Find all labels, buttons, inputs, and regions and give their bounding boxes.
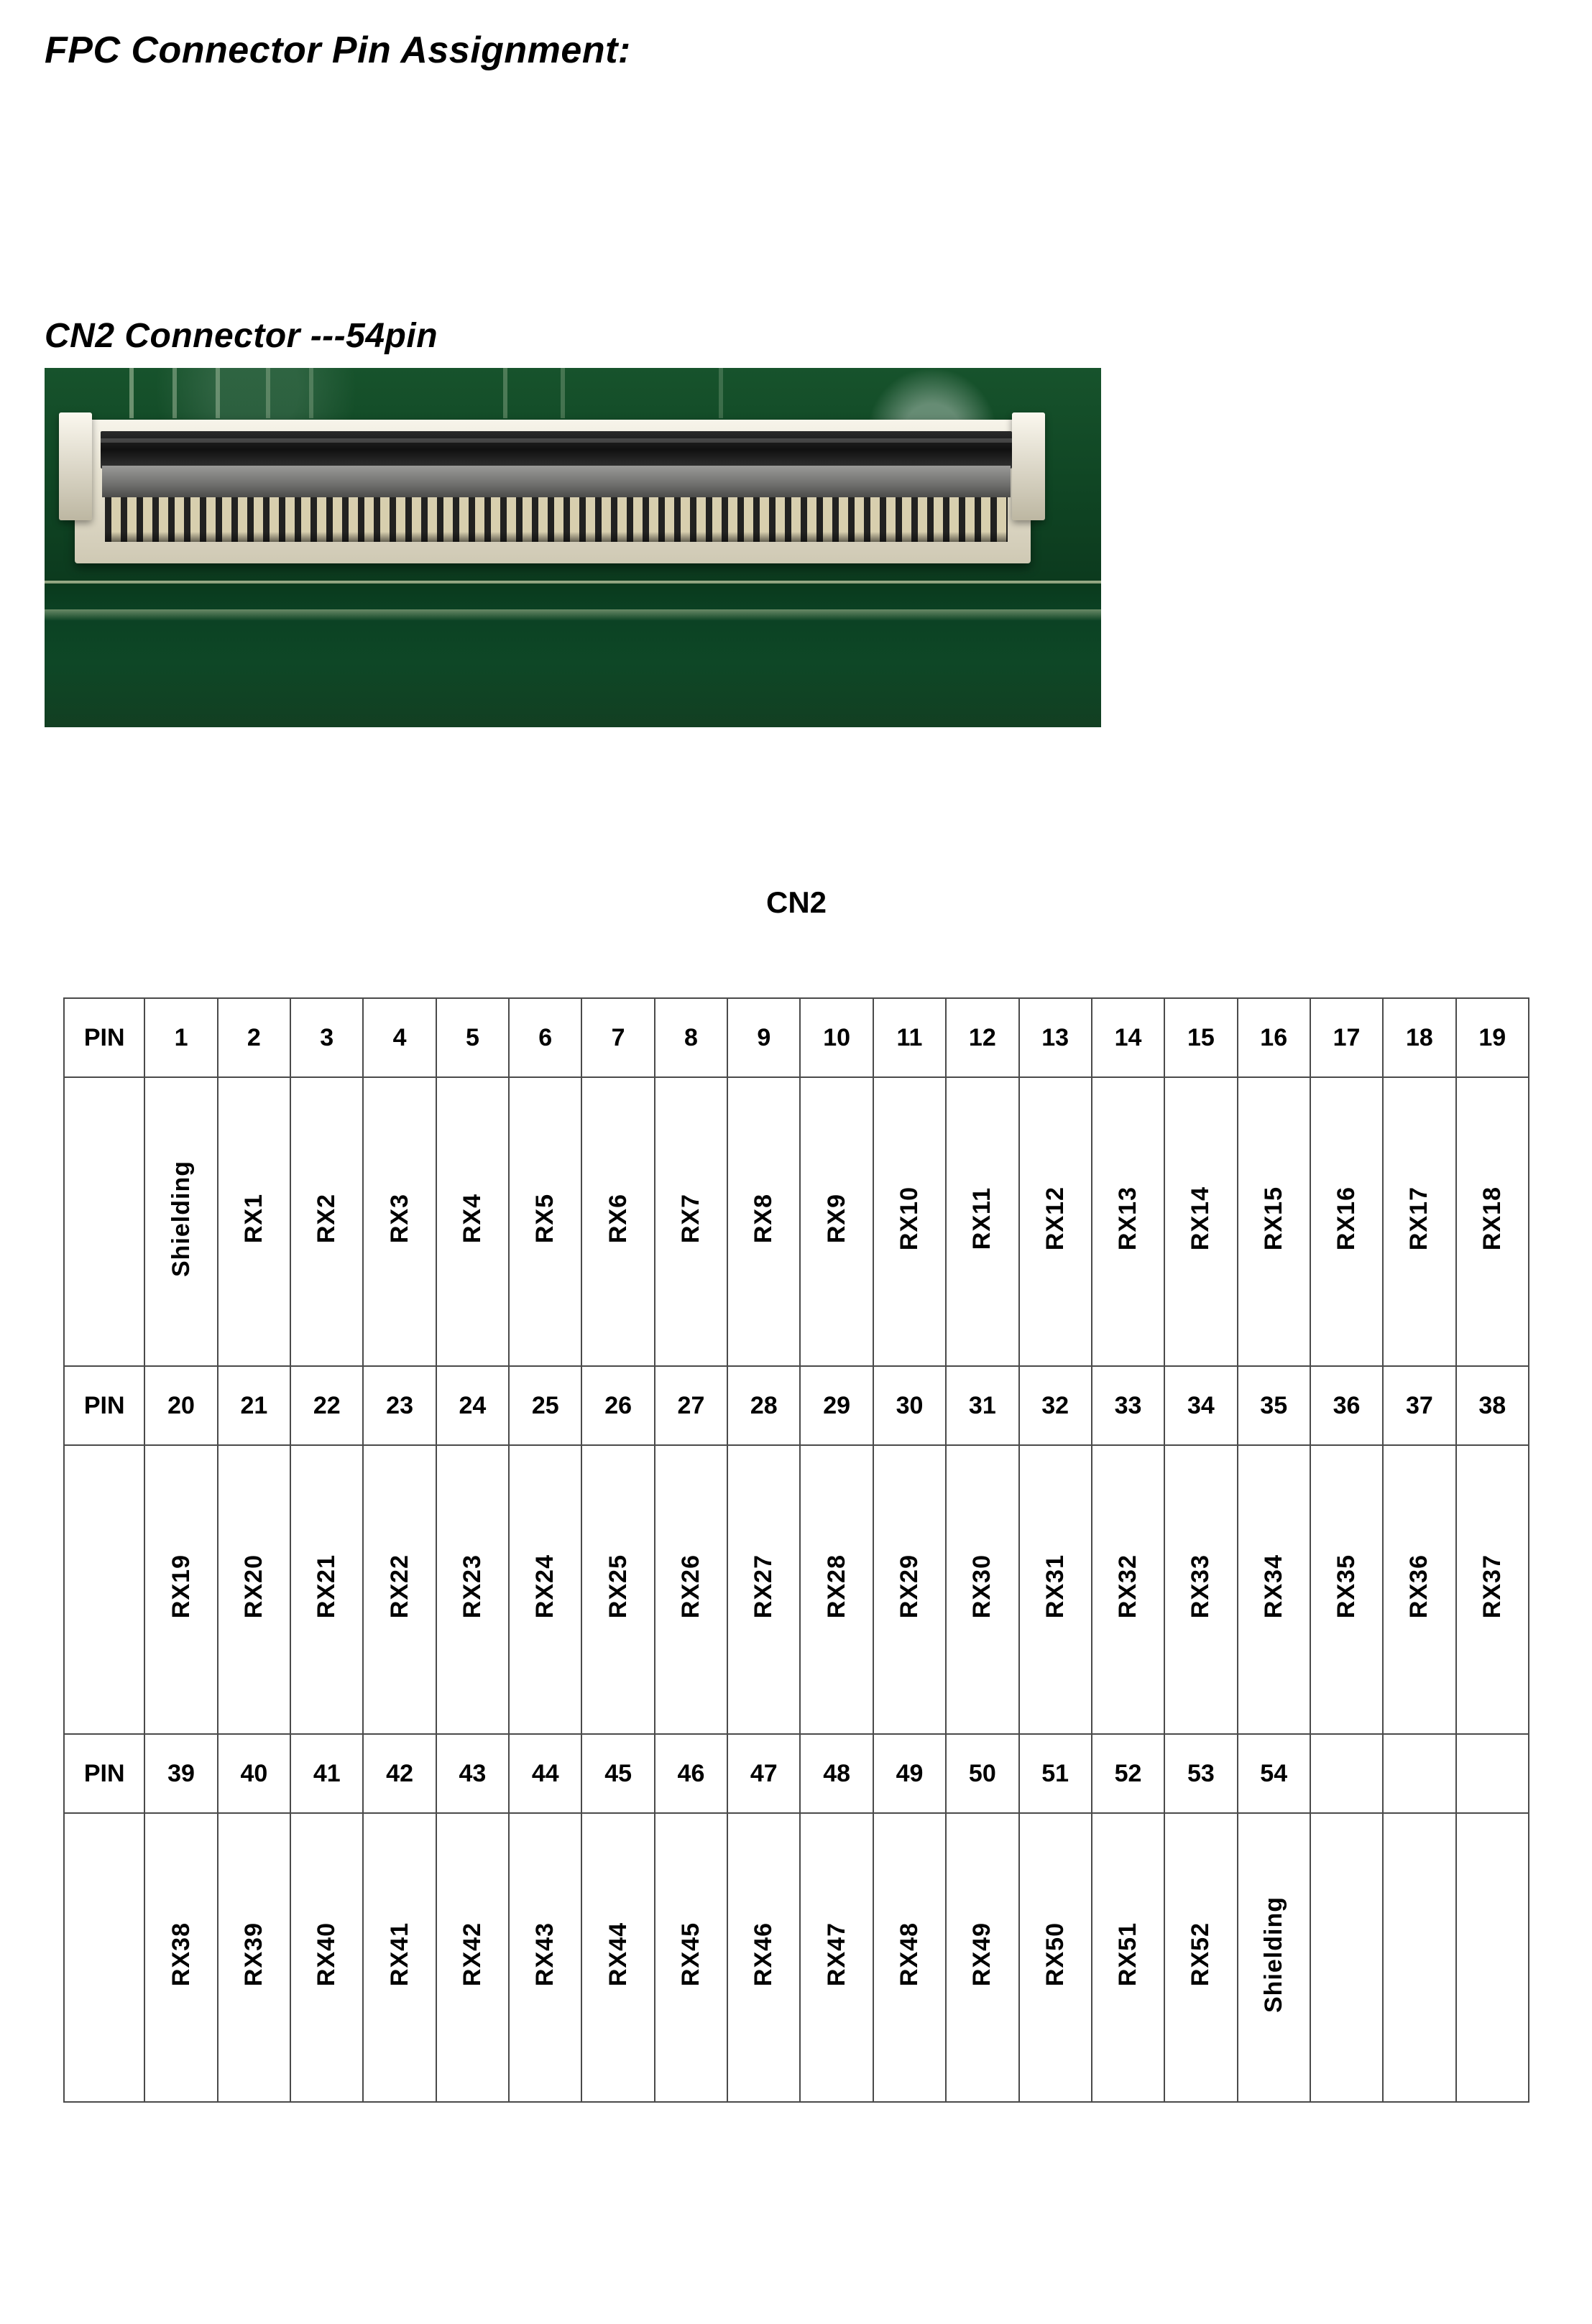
pin-number-cell: 2 [218,998,290,1077]
signal-cell [946,1813,1018,2102]
table-row [64,1813,1529,2102]
signal-cell [290,1813,363,2102]
signal-text: RX48 [895,1922,923,1987]
signal-cell [1238,1445,1310,1734]
signal-cell [581,1445,654,1734]
pin-number-cell: 40 [218,1734,290,1813]
signal-text: RX42 [458,1922,486,1987]
pin-number-cell: 21 [218,1366,290,1445]
signal-text: RX50 [1041,1922,1069,1987]
pin-number-cell: 47 [727,1734,800,1813]
signal-cell [1456,1077,1529,1366]
signal-cell [509,1077,581,1366]
signal-text: RX44 [604,1922,632,1987]
connector-latch-right [1012,412,1045,520]
signal-text: RX29 [895,1554,923,1619]
pin-number-cell: 1 [144,998,217,1077]
pin-number-cell: 17 [1310,998,1383,1077]
signal-cell [1092,1445,1164,1734]
pin-number-cell: 4 [363,998,436,1077]
signal-cell-empty [1383,1813,1455,2102]
pin-label-cell: PIN [64,998,144,1077]
pin-number-cell: 13 [1019,998,1092,1077]
pin-number-cell: 33 [1092,1366,1164,1445]
signal-text: RX49 [968,1922,996,1987]
pin-number-cell: 6 [509,998,581,1077]
pin-number-cell: 20 [144,1366,217,1445]
signal-cell [655,1077,727,1366]
signal-text: RX33 [1187,1554,1215,1619]
pin-number-cell: 37 [1383,1366,1455,1445]
signal-text: RX24 [531,1554,559,1619]
signal-cell [800,1445,873,1734]
signal-cell [1310,1445,1383,1734]
signal-text: RX40 [313,1922,341,1987]
pin-number-cell: 48 [800,1734,873,1813]
signal-cell [727,1445,800,1734]
table-caption: CN2 [766,885,827,919]
table-row [64,1366,1529,1445]
pin-number-cell: 3 [290,998,363,1077]
signal-text: Shielding [167,1160,195,1277]
pin-number-cell: 9 [727,998,800,1077]
pin-label-cell: PIN [64,1366,144,1445]
signal-cell [581,1077,654,1366]
pin-number-cell: 25 [509,1366,581,1445]
signal-cell [800,1813,873,2102]
signal-label-blank [64,1445,144,1734]
signal-cell-empty [1456,1813,1529,2102]
signal-cell [655,1445,727,1734]
signal-text: RX13 [1114,1186,1142,1251]
signal-text: RX22 [385,1554,413,1619]
signal-cell [655,1813,727,2102]
pin-number-cell: 42 [363,1734,436,1813]
pin-number-cell: 52 [1092,1734,1164,1813]
signal-cell [509,1813,581,2102]
table-row [64,1445,1529,1734]
signal-text: RX38 [167,1922,195,1987]
pin-number-cell: 51 [1019,1734,1092,1813]
signal-cell [1019,1813,1092,2102]
signal-text: RX1 [239,1193,267,1244]
pin-number-cell: 53 [1164,1734,1237,1813]
table-row [64,1077,1529,1366]
pin-number-cell: 10 [800,998,873,1077]
pin-number-cell: 22 [290,1366,363,1445]
pin-number-cell: 28 [727,1366,800,1445]
pin-number-cell: 19 [1456,998,1529,1077]
signal-text: RX25 [604,1554,632,1619]
signal-cell [218,1813,290,2102]
signal-label-blank [64,1813,144,2102]
signal-cell [727,1077,800,1366]
pin-number-cell: 14 [1092,998,1164,1077]
pin-number-cell: 32 [1019,1366,1092,1445]
pin-number-cell: 11 [873,998,946,1077]
signal-text: RX45 [676,1922,704,1987]
signal-cell [1383,1445,1455,1734]
signal-text: RX14 [1187,1186,1215,1251]
signal-text: RX43 [531,1922,559,1987]
signal-cell [218,1445,290,1734]
signal-cell [946,1445,1018,1734]
signal-text: RX37 [1478,1554,1506,1619]
signal-text: RX21 [313,1554,341,1619]
signal-text: RX10 [895,1186,923,1251]
signal-cell [1092,1813,1164,2102]
signal-text: RX28 [822,1554,850,1619]
signal-cell [436,1445,509,1734]
signal-text: RX32 [1114,1554,1142,1619]
signal-cell [873,1077,946,1366]
pin-number-cell: 41 [290,1734,363,1813]
fpc-connector-photo [45,368,1101,727]
signal-cell [290,1077,363,1366]
pin-label-cell: PIN [64,1734,144,1813]
pin-number-cell: 43 [436,1734,509,1813]
pin-number-cell: 27 [655,1366,727,1445]
pin-number-cell: 16 [1238,998,1310,1077]
pin-number-cell: 15 [1164,998,1237,1077]
signal-text: RX18 [1478,1186,1506,1251]
signal-cell [363,1077,436,1366]
pin-number-cell: 49 [873,1734,946,1813]
signal-text: RX12 [1041,1186,1069,1251]
signal-cell [144,1077,217,1366]
signal-text: RX20 [239,1554,267,1619]
pin-number-cell: 5 [436,998,509,1077]
signal-text: RX35 [1333,1554,1361,1619]
section-title: CN2 Connector ---54pin [45,317,438,355]
signal-text: RX7 [676,1193,704,1244]
pin-number-cell: 46 [655,1734,727,1813]
pin-number-cell: 44 [509,1734,581,1813]
signal-cell-empty [1310,1813,1383,2102]
signal-cell [727,1813,800,2102]
signal-text: RX46 [750,1922,778,1987]
signal-cell [873,1813,946,2102]
connector-latch-left [59,412,92,520]
pin-assignment-table [63,997,1529,2103]
signal-text: RX15 [1259,1186,1287,1251]
signal-cell [290,1445,363,1734]
signal-cell [873,1445,946,1734]
signal-text: RX26 [676,1554,704,1619]
signal-cell [1164,1077,1237,1366]
pin-number-cell: 34 [1164,1366,1237,1445]
pcb-bottom-surface [45,584,1101,727]
pin-number-cell-empty [1310,1734,1383,1813]
signal-text: RX51 [1114,1922,1142,1987]
signal-cell [436,1077,509,1366]
signal-text: RX47 [822,1922,850,1987]
signal-text: RX2 [313,1193,341,1244]
signal-text: Shielding [1259,1896,1287,2013]
signal-text: RX5 [531,1193,559,1244]
signal-cell [1238,1813,1310,2102]
signal-text: RX23 [458,1554,486,1619]
signal-text: RX11 [968,1186,996,1250]
table-row [64,1734,1529,1813]
signal-cell [363,1813,436,2102]
signal-cell [436,1813,509,2102]
signal-text: RX3 [385,1193,413,1244]
pin-number-cell: 50 [946,1734,1018,1813]
signal-cell [946,1077,1018,1366]
pin-number-cell: 26 [581,1366,654,1445]
pin-number-cell: 23 [363,1366,436,1445]
pin-number-cell: 45 [581,1734,654,1813]
signal-cell [1019,1445,1092,1734]
signal-text: RX31 [1041,1554,1069,1619]
signal-text: RX39 [239,1922,267,1987]
connector-pin-row [105,497,1008,542]
pin-number-cell: 38 [1456,1366,1529,1445]
signal-cell [800,1077,873,1366]
signal-cell [218,1077,290,1366]
pin-number-cell: 36 [1310,1366,1383,1445]
signal-text: RX27 [750,1554,778,1619]
connector-metal-shield [102,466,1011,497]
signal-text: RX8 [750,1193,778,1244]
pin-number-cell: 8 [655,998,727,1077]
signal-cell [1456,1445,1529,1734]
signal-text: RX30 [968,1554,996,1619]
pin-number-cell-empty [1456,1734,1529,1813]
pin-number-cell: 7 [581,998,654,1077]
pin-number-cell: 30 [873,1366,946,1445]
signal-text: RX6 [604,1193,632,1244]
pin-number-cell: 39 [144,1734,217,1813]
signal-cell [1092,1077,1164,1366]
pin-number-cell: 18 [1383,998,1455,1077]
signal-cell [1310,1077,1383,1366]
signal-cell [1164,1813,1237,2102]
page-title: FPC Connector Pin Assignment: [45,29,631,71]
signal-label-blank [64,1077,144,1366]
signal-cell [363,1445,436,1734]
pin-number-cell: 54 [1238,1734,1310,1813]
signal-cell [1019,1077,1092,1366]
pin-number-cell: 35 [1238,1366,1310,1445]
signal-cell [144,1813,217,2102]
signal-text: RX52 [1187,1922,1215,1987]
pin-number-cell: 12 [946,998,1018,1077]
signal-text: RX36 [1405,1554,1433,1619]
signal-cell [144,1445,217,1734]
pin-number-cell: 31 [946,1366,1018,1445]
signal-cell [581,1813,654,2102]
signal-cell [509,1445,581,1734]
signal-text: RX19 [167,1554,195,1619]
signal-text: RX41 [385,1922,413,1987]
signal-cell [1164,1445,1237,1734]
signal-text: RX17 [1405,1186,1433,1251]
signal-text: RX16 [1333,1186,1361,1251]
signal-text: RX4 [458,1193,486,1244]
pin-number-cell-empty [1383,1734,1455,1813]
signal-text: RX9 [822,1193,850,1244]
connector-actuator-bar [101,431,1012,469]
signal-cell [1383,1077,1455,1366]
signal-text: RX34 [1259,1554,1287,1619]
pin-number-cell: 29 [800,1366,873,1445]
pin-number-cell: 24 [436,1366,509,1445]
signal-cell [1238,1077,1310,1366]
table-row [64,998,1529,1077]
